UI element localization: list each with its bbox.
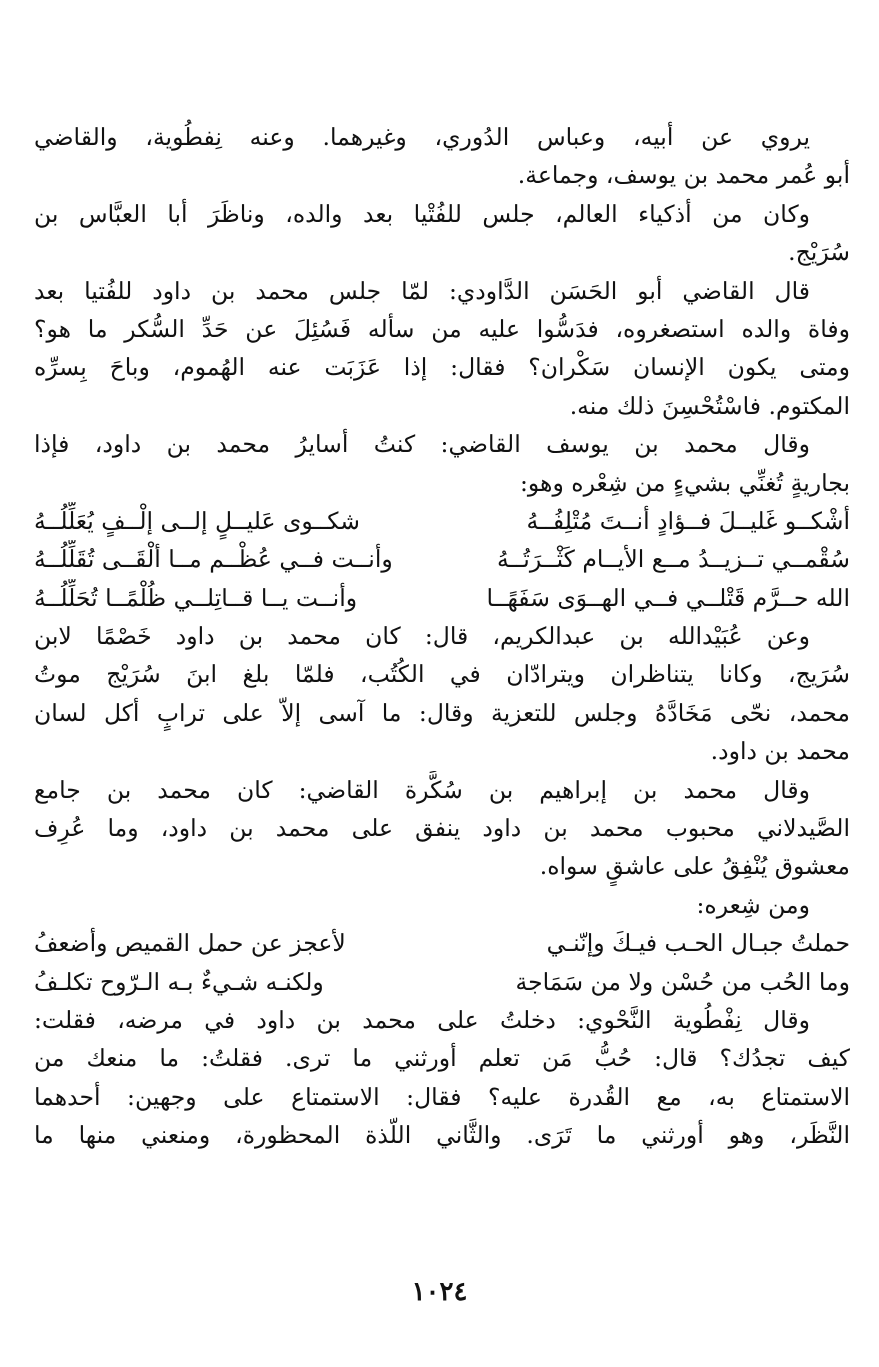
verse-first-hemistich: أشْكــو غَليــلَ فــؤادٍ أنــتَ مُتْلِفُــهُ: [526, 506, 850, 535]
text-line: ومن شِعره:: [696, 890, 810, 919]
verse-second-hemistich: لأعجز عن حمل القميص وأضعفُ: [34, 929, 346, 958]
verse-second-hemistich: وأنــت فــي عُظْــم مــا ألْقَــى تُقَلِّلُــهُ: [34, 545, 393, 574]
text-line: وقال محمد بن إبراهيم بن سُكَّرة القاضي: كان محمد بن جامع: [34, 775, 810, 804]
text-line: محمد بن داود.: [710, 737, 850, 766]
text-line: وفاة والده استصغروه، فدَسُّوا عليه من سأله فَسُئِلَ عن حَدِّ السُّكر ما هو؟: [34, 314, 850, 343]
text-line: محمد، نحّى مَخَادَّهُ وجلس للتعزية وقال: ما آسى إلاّ على ترابٍ أكل لسان: [34, 698, 850, 727]
text-line: المكتوم. فاسْتُحْسِنَ ذلك منه.: [569, 391, 850, 420]
text-line: النَّظَر، وهو أورثني ما تَرَى. والثَّاني اللّذة المحظورة، ومنعني منها ما: [34, 1121, 850, 1150]
verse-first-hemistich: وما الحُب من حُسْن ولا من سَمَاجة: [515, 967, 850, 996]
verse-line: [34, 579, 850, 617]
verse-first-hemistich: سُقْمــي تــزيــدُ مــع الأيــام كَثْــرَتُــهُ: [496, 545, 850, 574]
page-text-body: [34, 118, 850, 1238]
page-number: ١٠٢٤: [411, 1277, 468, 1307]
verse-line: [34, 924, 850, 962]
text-line: قال القاضي أبو الحَسَن الدَّاودي: لمّا جلس محمد بن داود للفُتيا بعد: [34, 276, 810, 305]
text-line: الصَّيدلاني محبوب محمد بن داود ينفق على محمد بن داود، وما عُرِف: [34, 814, 850, 843]
text-line: بجاريةٍ تُغنِّي بشيءٍ من شِعْره وهو:: [520, 468, 850, 497]
text-line: الاستمتاع به، مع القُدرة عليه؟ فقال: الاستمتاع على وجهين: أحدهما: [34, 1082, 850, 1111]
text-line: أبو عُمر محمد بن يوسف، وجماعة.: [517, 161, 850, 190]
verse-second-hemistich: وأنــت يــا قــاتِلــي ظُلْمًــا تُحَلِّلُــهُ: [34, 583, 358, 612]
text-line: سُرَيج، وكانا يتناظران ويترادّان في الكُتُب، فلمّا بلغ ابنَ سُرَيْج موتُ: [34, 660, 850, 689]
verse-line: [34, 540, 850, 578]
verse-line: [34, 963, 850, 1001]
verse-second-hemistich: ولكنـه شـيءٌ بـه الـرّوح تكلـفُ: [34, 967, 324, 996]
verse-first-hemistich: الله حــرَّم قَتْلــي فــي الهــوَى سَفَهًــا: [486, 583, 850, 612]
text-line: كيف تجدُك؟ قال: حُبُّ مَن تعلم أورثني ما ترى. فقلتُ: ما منعك من: [34, 1044, 850, 1073]
text-line: يروي عن أبيه، وعباس الدُوري، وغيرهما. وعنه نِفطُوية، والقاضي: [34, 123, 810, 151]
text-line: وقال نِفْطُوية النَّحْوي: دخلتُ على محمد بن داود في مرضه، فقلت:: [34, 1005, 810, 1034]
text-line: وقال محمد بن يوسف القاضي: كنتُ أسايرُ محمد بن داود، فإذا: [34, 430, 810, 459]
text-line: ومتى يكون الإنسان سَكْران؟ فقال: إذا عَزَبَت عنه الهُموم، وباحَ بِسرِّه: [34, 353, 850, 382]
text-line: معشوق يُنْفِقُ على عاشقٍ سواه.: [539, 852, 850, 881]
text-line: وكان من أذكياء العالم، جلس للفُتْيا بعد والده، وناظَرَ أبا العبَّاس بن: [34, 199, 810, 228]
text-line: وعن عُبَيْدالله بن عبدالكريم، قال: كان محمد بن داود خَصْمًا لابن: [34, 622, 810, 651]
verse-second-hemistich: شكــوى عَليــلٍ إلــى إلْــفٍ يُعَلِّلُــهُ: [34, 506, 360, 535]
verse-line: [34, 502, 850, 540]
verse-first-hemistich: حملتُ جبـال الحـب فيـكَ وإنّنـي: [546, 929, 850, 958]
text-line: سُرَيْج.: [788, 238, 850, 267]
